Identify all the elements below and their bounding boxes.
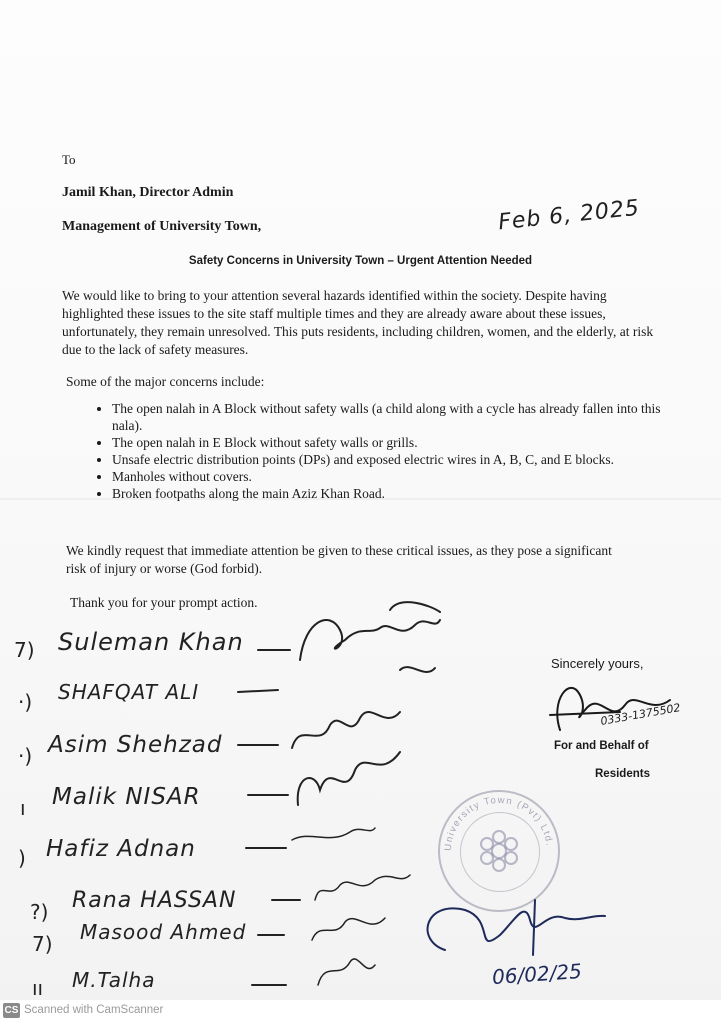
list-item: • Manholes without covers. (112, 468, 672, 485)
scanner-footer (0, 1000, 721, 1024)
hw-list-marker: ıı (32, 976, 44, 1000)
concerns-list (66, 400, 672, 502)
organization: Management of University Town, (62, 219, 262, 234)
list-item: • The open nalah in E Block without safety walls or grills. (112, 434, 672, 451)
signature-scribble (300, 620, 440, 660)
letter-subject: Safety Concerns in University Town – Urgent Attention Needed (188, 255, 533, 267)
hw-list-marker: 7) (32, 932, 53, 956)
hw-list-marker: 7) (14, 638, 35, 662)
signature-scribble (292, 712, 400, 748)
hw-list-marker: ·) (18, 744, 33, 768)
signatory-name: Hafiz Adnan (46, 836, 196, 862)
hw-list-marker: ) (18, 846, 26, 870)
signatory-name: Masood Ahmed (80, 920, 247, 944)
residents-label: Residents (595, 768, 650, 780)
svg-text:University Town (Pvt) Ltd.: University Town (Pvt) Ltd. (442, 794, 555, 852)
handwritten-phone: 0333-1375502 (599, 701, 682, 728)
signatory-name: Rana HASSAN (72, 888, 237, 913)
list-item: • Broken footpaths along the main Aziz Khan Road. (112, 485, 672, 502)
hw-list-marker: ?) (30, 900, 49, 924)
signature-scribble (390, 602, 440, 612)
hw-list-marker: ·) (18, 690, 33, 714)
sincerely-line: Sincerely yours, (551, 656, 644, 671)
handwritten-date-2: 06/02/25 (491, 958, 583, 990)
handwritten-date: Feb 6, 2025 (497, 195, 642, 236)
signature-scribble (318, 959, 375, 985)
signatory-name: Suleman Khan (58, 628, 244, 656)
signature-scribble (400, 667, 435, 672)
list-item: • The open nalah in A Block without safety walls (a child along with a cycle has already fallen into this nala). (112, 400, 672, 434)
request-paragraph: We kindly request that immediate attention be given to these critical issues, as they pose a significant risk of injury or worse (God forbid). (66, 543, 612, 576)
salutation: To (62, 152, 76, 167)
list-item: • Unsafe electric distribution points (DPs) and exposed electric wires in A, B, C, and E blocks. (112, 451, 672, 468)
signatory-name: SHAFQAT ALI (58, 680, 200, 704)
signatory-name: Malik NISAR (52, 784, 201, 810)
authorized-signature (540, 670, 720, 740)
hw-list-marker: ı (20, 796, 26, 820)
for-and-behalf-of: For and Behalf of (554, 740, 649, 752)
thanks-line: Thank you for your prompt action. (70, 595, 258, 610)
blue-signature (405, 880, 615, 970)
signatory-name: Asim Shehzad (48, 732, 223, 758)
signatory-name: M.Talha (72, 968, 156, 992)
camscanner-logo: CS (4, 1005, 19, 1016)
camscanner-text: Scanned with CamScanner (24, 1004, 164, 1016)
signature-scribble (298, 752, 400, 805)
handwritten-signatures (0, 600, 460, 1000)
intro-paragraph: We would like to bring to your attention several hazards identified within the society. Despite having highlighted these issues to the site staff multiple times and they are already aware about these issues, unfortunately, they remain unresolved. This puts residents, including children, women, and the elderly, at risk due to the lack of safety measures. (62, 288, 654, 357)
signature-scribble (292, 828, 375, 840)
signature-scribble (312, 918, 385, 940)
hw-dash (238, 690, 278, 692)
addressee: Jamil Khan, Director Admin (62, 185, 234, 200)
signature-scribble (315, 875, 410, 900)
concerns-intro: Some of the major concerns include: (66, 374, 265, 389)
